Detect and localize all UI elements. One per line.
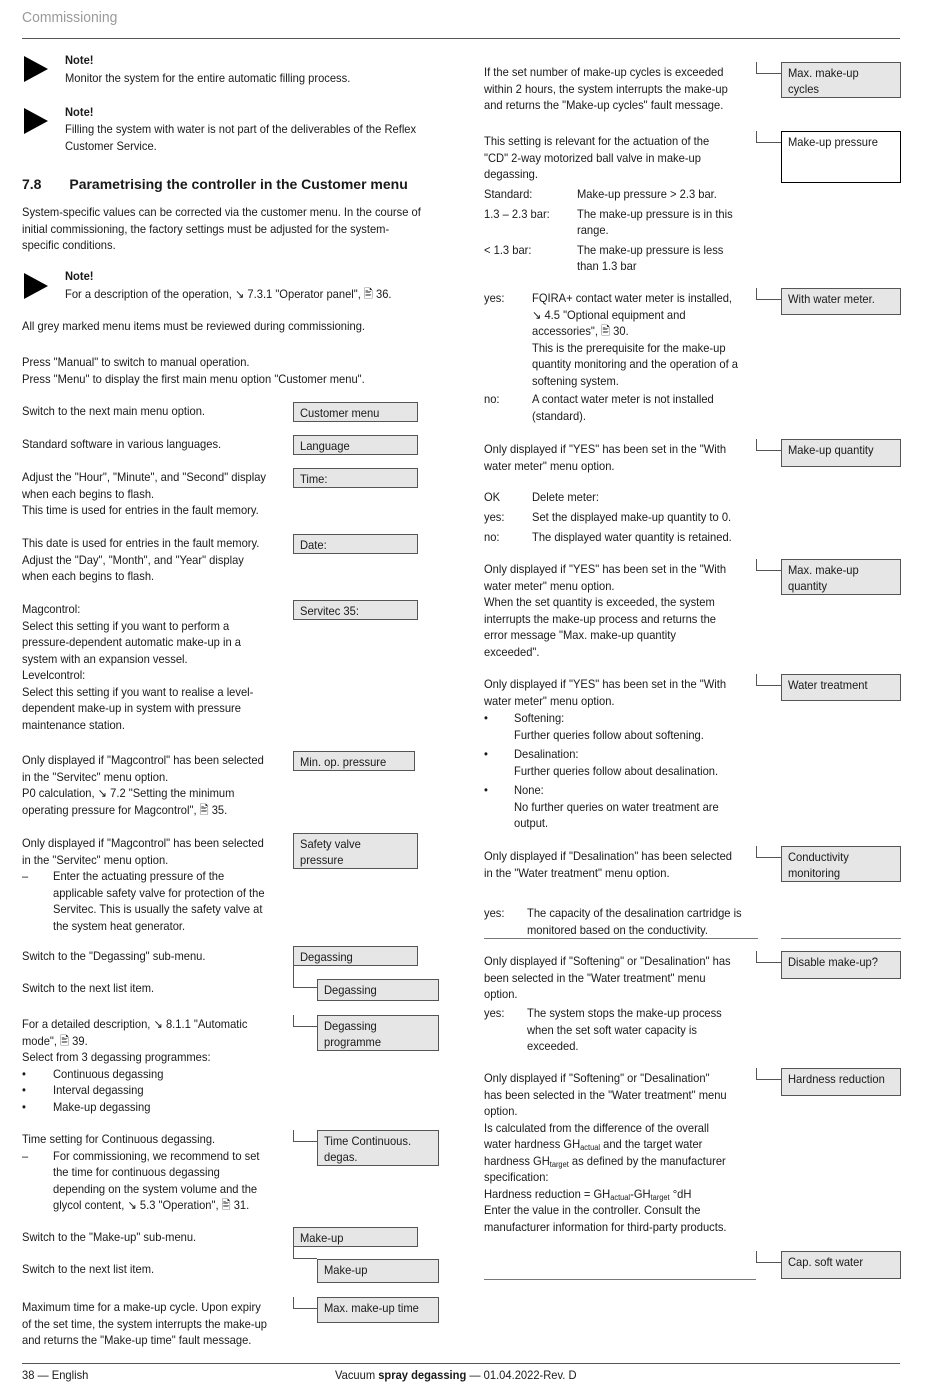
- row-text: This date is used for entries in the fault memory.: [22, 536, 260, 550]
- bullet-mark: •: [484, 783, 488, 797]
- menu-box-label: Disable make-up?: [788, 955, 878, 969]
- connector-line: [756, 1251, 781, 1263]
- menu-box-label: Degassing: [300, 950, 353, 964]
- menu-box-label: Time Continuous.: [324, 1134, 412, 1148]
- row-text: and returns the "Make-up cycles" fault message.: [484, 98, 724, 112]
- menu-box-label: Make-up: [300, 1231, 344, 1245]
- row-text: Switch to the "Degassing" sub-menu.: [22, 949, 206, 963]
- menu-box-label: Conductivity: [788, 850, 849, 864]
- row-text: operating pressure for Magcontrol", 🖹 35.: [22, 802, 228, 817]
- row-text: Only displayed if "Magcontrol" has been selected: [22, 753, 264, 767]
- row-text: Standard software in various languages.: [22, 437, 222, 451]
- note-text: For a description of the operation, ↘ 7.3.1 "Operator panel", 🖹 36.: [65, 287, 392, 301]
- connector-line: [756, 674, 781, 686]
- menu-box-label: programme: [324, 1035, 382, 1049]
- row-text: water meter" menu option.: [484, 578, 615, 593]
- row-text: specification:: [484, 1170, 549, 1184]
- row-text: Select from 3 degassing programmes:: [22, 1050, 211, 1064]
- def-value: quantity monitoring and the operation of a: [532, 357, 738, 371]
- row-text: within 2 hours, the system interrupts the make-up: [484, 81, 728, 96]
- section-number: 7.8: [22, 176, 42, 192]
- row-text: water meter" menu option.: [484, 693, 615, 708]
- menu-box-make-up-pressure: [781, 131, 901, 183]
- def-value: Delete meter:: [532, 490, 599, 504]
- dash-text: glycol content, ↘ 5.3 "Operation", 🖹 31.: [53, 1198, 250, 1212]
- header-title: Commissioning: [22, 9, 118, 26]
- bullet-mark: •: [484, 747, 488, 761]
- menu-box-make-up: [293, 1227, 418, 1247]
- row-text: Only displayed if "YES" has been set in the "With: [484, 677, 727, 691]
- grey-note: All grey marked menu items must be reviewed during commissioning.: [22, 319, 365, 333]
- row-text: Switch to the "Make-up" sub-menu.: [22, 1230, 197, 1244]
- row-text: and returns the "Make-up time" fault message.: [22, 1333, 252, 1347]
- connector-line: [293, 966, 317, 988]
- press-line: Press "Menu" to display the first main menu option "Customer menu".: [22, 372, 365, 386]
- dash-text: Servitec. This is usually the safety valve at: [53, 902, 263, 916]
- row-text: Only displayed if "YES" has been set in the "With: [484, 562, 727, 576]
- def-value: Set the displayed make-up quantity to 0.: [532, 510, 732, 524]
- row-text: in the "Servitec" menu option.: [22, 769, 169, 784]
- formula-part: Hardness reduction = GH: [484, 1186, 611, 1201]
- footer-doc-a: Vacuum: [335, 1368, 379, 1382]
- row-text: option.: [484, 987, 518, 1001]
- def-value: ↘ 4.5 "Optional equipment and: [532, 307, 686, 322]
- row-text: when each begins to flash.: [22, 486, 155, 501]
- menu-box-degassing-item: [317, 979, 439, 1001]
- connector-line: [756, 439, 781, 451]
- note-arrow-icon: [24, 108, 48, 134]
- row-text: Select this setting if you want to realise a level-: [22, 684, 254, 699]
- menu-box-label: Water treatment: [788, 678, 868, 692]
- def-value: FQIRA+ contact water meter is installed,: [532, 291, 733, 305]
- separator-line: [484, 938, 758, 939]
- menu-box-label: Date:: [300, 538, 327, 552]
- def-key: yes:: [484, 510, 505, 524]
- bullet-text: Continuous degassing: [53, 1066, 164, 1081]
- row-text: Is calculated from the difference of the overall: [484, 1120, 709, 1135]
- def-value: Make-up pressure > 2.3 bar.: [577, 187, 717, 201]
- row-text: system with an expansion vessel.: [22, 651, 188, 666]
- connector-line: [293, 1130, 317, 1142]
- row-text: manufacturer information for third-party products.: [484, 1219, 727, 1234]
- menu-box-time-continuous: [317, 1130, 439, 1166]
- def-value: exceeded.: [527, 1039, 579, 1053]
- footer-page: 38 — English: [22, 1368, 89, 1382]
- menu-box-cap-soft-water: [781, 1251, 901, 1279]
- row-text: Select this setting if you want to perform a: [22, 618, 230, 633]
- def-key: no:: [484, 392, 500, 406]
- intro-line: System-specific values can be corrected via the customer menu. In the course of: [22, 205, 421, 219]
- row-text: Switch to the next list item.: [22, 1262, 155, 1276]
- def-key: 1.3 – 2.3 bar:: [484, 206, 550, 221]
- def-value: (standard).: [532, 408, 586, 423]
- menu-box-label: Make-up quantity: [788, 443, 874, 457]
- menu-box-degassing: [293, 946, 418, 966]
- def-key: Standard:: [484, 187, 533, 201]
- def-value: The make-up pressure is less: [577, 242, 724, 257]
- menu-box-label: Hardness reduction: [788, 1072, 885, 1086]
- menu-box-make-up-item: [317, 1259, 439, 1283]
- section-heading: [22, 176, 408, 192]
- row-text: maintenance station.: [22, 717, 125, 732]
- separator-line: [484, 1279, 756, 1280]
- formula-part: as defined by the manufacturer: [568, 1153, 726, 1168]
- menu-box-max-make-up-time: [317, 1297, 439, 1323]
- def-value: This is the prerequisite for the make-up: [532, 340, 726, 355]
- menu-box-with-water-meter: [781, 288, 901, 315]
- bullet-text: Make-up degassing: [53, 1099, 151, 1114]
- press-line: Press "Manual" to switch to manual operation.: [22, 355, 250, 369]
- row-text: Only displayed if "Softening" or "Desalination": [484, 1071, 710, 1085]
- row-text: This setting is relevant for the actuation of the: [484, 134, 710, 148]
- note-text: Customer Service.: [65, 139, 157, 153]
- bullet-mark: •: [22, 1066, 26, 1081]
- row-text: Only displayed if "Softening" or "Desalination" has: [484, 954, 731, 968]
- menu-box-label: Cap. soft water: [788, 1255, 864, 1269]
- menu-box-label: pressure: [300, 853, 344, 867]
- def-key: yes:: [484, 291, 505, 305]
- menu-box-label: quantity: [788, 579, 828, 593]
- connector-line: [756, 62, 781, 74]
- row-text: mode", 🖹 39.: [22, 1033, 88, 1048]
- row-text: pressure-dependent automatic make-up in a: [22, 635, 242, 649]
- menu-box-label: Max. make-up time: [324, 1301, 419, 1315]
- connector-line: [756, 131, 781, 143]
- menu-box-label: Degassing: [324, 1019, 377, 1033]
- bullet-value: Further queries follow about softening.: [514, 727, 704, 742]
- menu-box-label: Degassing: [324, 983, 377, 997]
- row-text: when each begins to flash.: [22, 569, 155, 583]
- footer-rule: [22, 1363, 900, 1364]
- def-value: when the set soft water capacity is: [527, 1022, 697, 1037]
- def-value: than 1.3 bar: [577, 259, 637, 273]
- row-text: P0 calculation, ↘ 7.2 "Setting the minimum: [22, 786, 235, 800]
- row-text: Adjust the "Hour", "Minute", and "Second" display: [22, 470, 267, 484]
- row-text: If the set number of make-up cycles is exceeded: [484, 65, 724, 79]
- row-text: Only displayed if "YES" has been set in the "With: [484, 442, 727, 456]
- def-value: The system stops the make-up process: [527, 1006, 722, 1020]
- formula-part: hardness GH: [484, 1153, 550, 1168]
- header-rule: [22, 38, 900, 39]
- menu-box-date: [293, 534, 418, 554]
- menu-box-label: Make-up pressure: [788, 135, 878, 149]
- footer-doc: [335, 1367, 577, 1384]
- note-label: Note!: [65, 53, 94, 67]
- note-label: Note!: [65, 269, 94, 283]
- row-text: error message "Max. make-up quantity: [484, 628, 676, 642]
- menu-box-label: Make-up: [324, 1263, 368, 1277]
- row-text: exceeded".: [484, 644, 540, 659]
- menu-box-label: Servitec 35:: [300, 604, 359, 618]
- menu-box-label: Language: [300, 439, 350, 453]
- note-arrow-icon: [24, 273, 48, 299]
- formula-part: and the target water: [600, 1137, 703, 1151]
- bullet-mark: •: [484, 711, 488, 725]
- row-text: "CD" 2-way motorized ball valve in make-up: [484, 150, 701, 165]
- def-value: The displayed water quantity is retained.: [532, 530, 732, 544]
- dash-text: applicable safety valve for protection of the: [53, 885, 265, 900]
- row-text: in the "Servitec" menu option.: [22, 852, 169, 867]
- def-key: yes:: [484, 906, 505, 920]
- row-text: Time setting for Continuous degassing.: [22, 1132, 216, 1146]
- menu-box-min-op-pressure: [293, 751, 415, 771]
- menu-box-customer-menu: [293, 402, 418, 422]
- intro-line: initial commissioning, the factory settings must be adjusted for the system-: [22, 222, 390, 236]
- def-value: monitored based on the conductivity.: [527, 922, 708, 937]
- row-text: When the set quantity is exceeded, the system: [484, 595, 715, 609]
- row-text: Only displayed if "Magcontrol" has been selected: [22, 836, 264, 850]
- formula-part: °dH: [669, 1186, 692, 1201]
- menu-box-label: Safety valve: [300, 837, 361, 851]
- menu-box-label: monitoring: [788, 866, 841, 880]
- dash-text: For commissioning, we recommend to set: [53, 1148, 260, 1163]
- row-text: interrupts the make-up process and returns the: [484, 611, 717, 626]
- row-text: Maximum time for a make-up cycle. Upon expiry: [22, 1300, 261, 1314]
- row-text: Switch to the next main menu option.: [22, 404, 206, 418]
- note-text: Monitor the system for the entire automatic filling process.: [65, 71, 351, 85]
- row-text: Levelcontrol:: [22, 668, 86, 682]
- row-text: been selected in the "Water treatment" menu: [484, 970, 706, 985]
- connector-line: [756, 288, 781, 300]
- bullet-mark: •: [22, 1099, 26, 1114]
- connector-line: [293, 1015, 317, 1027]
- separator-line: [781, 938, 901, 939]
- section-title: Parametrising the controller in the Customer menu: [69, 176, 408, 192]
- def-value: The make-up pressure is in this: [577, 206, 733, 221]
- menu-box-water-treatment: [781, 674, 901, 701]
- footer-doc-b: spray degassing: [378, 1368, 467, 1382]
- menu-box-degassing-programme: [317, 1015, 439, 1051]
- row-text: dependent make-up in system with pressure: [22, 701, 241, 715]
- dash-text: Enter the actuating pressure of the: [53, 869, 225, 883]
- formula-part: actual: [580, 1143, 601, 1152]
- intro-line: specific conditions.: [22, 238, 116, 252]
- menu-box-time: [293, 468, 418, 488]
- row-text: This time is used for entries in the fault memory.: [22, 503, 259, 517]
- bullet-key: None:: [514, 783, 544, 797]
- def-value: accessories", 🖹 30.: [532, 324, 629, 338]
- def-value: range.: [577, 223, 609, 237]
- menu-box-label: Min. op. pressure: [300, 755, 387, 769]
- dash-text: depending on the system volume and the: [53, 1181, 258, 1196]
- connector-line: [756, 559, 781, 571]
- bullet-value: Further queries follow about desalination.: [514, 763, 719, 778]
- formula-part: water hardness GH: [484, 1137, 581, 1151]
- note-text: Filling the system with water is not part of the deliverables of the Reflex: [65, 122, 417, 136]
- dash-text: the system heat generator.: [53, 918, 186, 933]
- menu-box-label: Time:: [300, 472, 328, 486]
- menu-box-label: degas.: [324, 1150, 358, 1164]
- def-value: softening system.: [532, 373, 619, 388]
- def-value: A contact water meter is not installed: [532, 392, 714, 406]
- footer-doc-c: — 01.04.2022-Rev. D: [466, 1368, 577, 1382]
- note-arrow-icon: [24, 56, 48, 82]
- row-text: has been selected in the "Water treatment" menu: [484, 1087, 727, 1102]
- connector-line: [756, 846, 781, 858]
- row-text: For a detailed description, ↘ 8.1.1 "Automatic: [22, 1017, 248, 1031]
- row-text: option.: [484, 1104, 518, 1118]
- menu-box-conductivity-monitoring: [781, 846, 901, 882]
- menu-box-max-make-up-cycles: [781, 62, 901, 98]
- def-value: The capacity of the desalination cartridge is: [527, 906, 742, 920]
- menu-box-label: Max. make-up: [788, 563, 859, 577]
- row-text: Switch to the next list item.: [22, 981, 155, 995]
- menu-box-hardness-reduction: [781, 1068, 901, 1096]
- row-text: Only displayed if "Desalination" has been selected: [484, 849, 733, 863]
- row-text: Magcontrol:: [22, 602, 81, 616]
- menu-box-label: Customer menu: [300, 406, 380, 420]
- def-key: yes:: [484, 1006, 505, 1020]
- connector-line: [293, 1297, 317, 1309]
- connector-line: [756, 1068, 781, 1080]
- menu-box-label: Max. make-up: [788, 66, 859, 80]
- bullet-text: Interval degassing: [53, 1083, 144, 1097]
- bullet-value: No further queries on water treatment are: [514, 799, 719, 814]
- formula-part: -GH: [630, 1186, 651, 1201]
- menu-box-language: [293, 435, 418, 455]
- row-text: of the set time, the system interrupts the make-up: [22, 1316, 268, 1331]
- menu-box-safety-valve: [293, 833, 418, 869]
- connector-line: [293, 1247, 317, 1259]
- menu-box-label: With water meter.: [788, 292, 875, 306]
- menu-box-servitec: [293, 600, 418, 620]
- row-text: degassing.: [484, 167, 538, 181]
- bullet-key: Softening:: [514, 711, 565, 725]
- dash-item: –: [22, 869, 29, 883]
- def-key: no:: [484, 530, 500, 544]
- bullet-key: Desalination:: [514, 747, 579, 761]
- formula-part: actual: [610, 1192, 631, 1202]
- row-text: in the "Water treatment" menu option.: [484, 865, 670, 880]
- dash-item: –: [22, 1148, 29, 1163]
- connector-line: [756, 951, 781, 963]
- formula-part: target: [650, 1192, 670, 1202]
- menu-box-max-make-up-quantity: [781, 559, 901, 595]
- bullet-mark: •: [22, 1083, 26, 1097]
- menu-box-label: cycles: [788, 82, 820, 96]
- def-key: OK: [484, 490, 501, 504]
- menu-box-make-up-quantity: [781, 439, 901, 467]
- note-label: Note!: [65, 105, 94, 119]
- row-text: water meter" menu option.: [484, 458, 615, 473]
- bullet-value: output.: [514, 816, 549, 830]
- dash-text: the time for continuous degassing: [53, 1165, 220, 1179]
- menu-box-disable-make-up: [781, 951, 901, 979]
- def-key: < 1.3 bar:: [484, 242, 532, 257]
- row-text: Adjust the "Day", "Month", and "Year" display: [22, 552, 244, 567]
- row-text: Enter the value in the controller. Consult the: [484, 1203, 701, 1217]
- formula-part: target: [549, 1159, 569, 1169]
